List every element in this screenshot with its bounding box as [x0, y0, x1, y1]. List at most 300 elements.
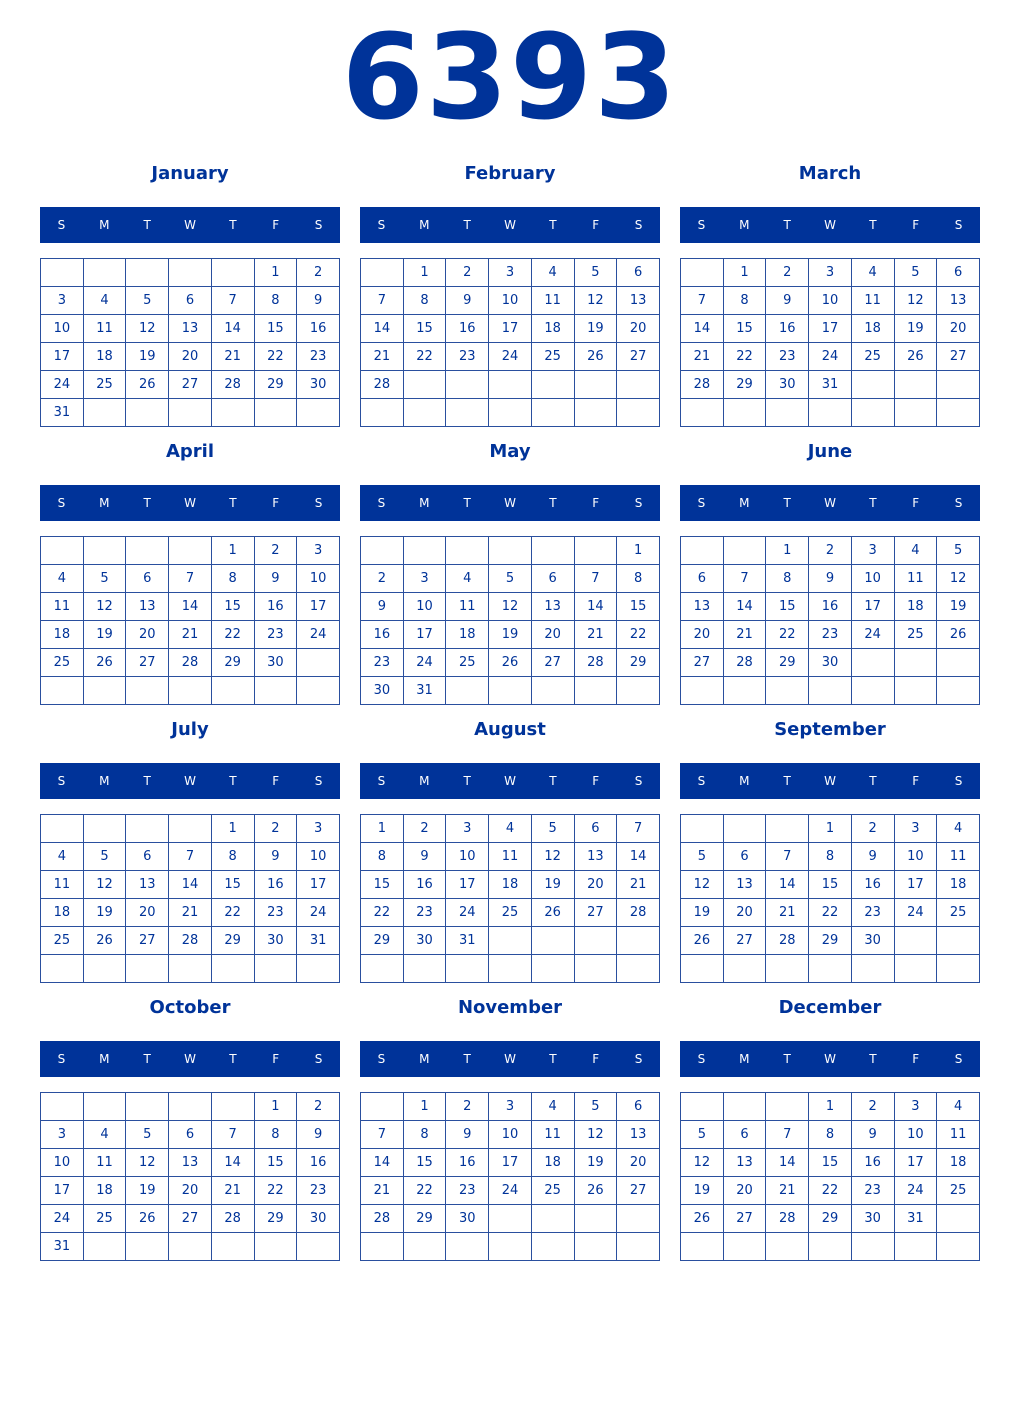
day-grid — [680, 258, 980, 427]
day-cell: 16 — [766, 315, 809, 343]
weekday-label: F — [592, 774, 600, 788]
day-cell: 24 — [297, 621, 340, 649]
day-cell: 9 — [851, 843, 894, 871]
day-cell: 24 — [446, 899, 489, 927]
weekday-label: T — [143, 218, 151, 232]
day-cell: 22 — [403, 1177, 446, 1205]
day-cell: 15 — [403, 315, 446, 343]
weekday-label: S — [954, 1052, 963, 1066]
weekday-label: M — [739, 218, 750, 232]
week-row — [681, 955, 980, 983]
day-cell: 27 — [531, 649, 574, 677]
day-cell — [446, 955, 489, 983]
day-cell: 11 — [937, 1121, 980, 1149]
day-cell: 26 — [937, 621, 980, 649]
day-cell: 13 — [169, 1149, 212, 1177]
day-cell: 17 — [894, 871, 937, 899]
day-cell: 6 — [126, 843, 169, 871]
day-cell — [489, 955, 532, 983]
weekday-label: W — [824, 218, 836, 232]
weekday-header — [40, 485, 340, 521]
day-cell: 15 — [254, 315, 297, 343]
day-cell: 29 — [211, 927, 254, 955]
weekday-header — [680, 485, 980, 521]
week-row — [681, 927, 980, 955]
day-cell — [211, 955, 254, 983]
day-cell: 2 — [254, 815, 297, 843]
day-cell: 17 — [894, 1149, 937, 1177]
day-cell: 28 — [766, 1205, 809, 1233]
weekday-label: F — [272, 218, 280, 232]
weekday-label: T — [229, 496, 237, 510]
day-cell: 12 — [126, 315, 169, 343]
day-cell: 31 — [41, 1233, 84, 1261]
weekday-label: T — [869, 218, 877, 232]
weekday-label: S — [314, 496, 323, 510]
week-row — [361, 843, 660, 871]
weekday-label: S — [954, 774, 963, 788]
weekday-header — [360, 1041, 660, 1077]
day-cell: 2 — [254, 537, 297, 565]
day-cell: 4 — [894, 537, 937, 565]
weekday-label: S — [697, 1052, 706, 1066]
weekday-label: W — [184, 1052, 196, 1066]
day-cell: 29 — [617, 649, 660, 677]
day-cell — [126, 1093, 169, 1121]
day-cell: 25 — [446, 649, 489, 677]
week-row — [41, 399, 340, 427]
day-cell — [489, 1205, 532, 1233]
day-cell: 29 — [766, 649, 809, 677]
day-cell: 24 — [489, 1177, 532, 1205]
week-row — [361, 343, 660, 371]
day-cell — [574, 927, 617, 955]
weekday-label: T — [463, 218, 471, 232]
day-cell: 4 — [937, 1093, 980, 1121]
week-row — [681, 565, 980, 593]
day-cell: 3 — [894, 815, 937, 843]
week-row — [41, 927, 340, 955]
day-cell: 15 — [766, 593, 809, 621]
day-cell — [169, 1233, 212, 1261]
day-cell — [126, 677, 169, 705]
day-cell: 8 — [361, 843, 404, 871]
weekday-label: S — [377, 774, 386, 788]
day-cell — [851, 1233, 894, 1261]
day-cell: 28 — [361, 371, 404, 399]
day-cell: 6 — [617, 1093, 660, 1121]
day-cell: 31 — [297, 927, 340, 955]
weekday-label: F — [272, 496, 280, 510]
day-grid — [680, 1092, 980, 1261]
day-cell: 5 — [531, 815, 574, 843]
week-row — [681, 1177, 980, 1205]
day-cell: 18 — [446, 621, 489, 649]
day-cell: 27 — [169, 1205, 212, 1233]
week-row — [361, 621, 660, 649]
day-cell: 22 — [254, 343, 297, 371]
day-cell — [83, 815, 126, 843]
day-cell — [403, 955, 446, 983]
weekday-label: T — [463, 774, 471, 788]
day-cell: 10 — [489, 287, 532, 315]
day-cell — [894, 649, 937, 677]
day-cell: 25 — [937, 899, 980, 927]
day-cell: 1 — [809, 1093, 852, 1121]
day-cell — [681, 677, 724, 705]
day-cell — [809, 399, 852, 427]
day-cell: 21 — [169, 621, 212, 649]
day-cell: 2 — [297, 259, 340, 287]
day-cell: 5 — [126, 287, 169, 315]
day-cell: 30 — [446, 1205, 489, 1233]
day-cell — [851, 399, 894, 427]
week-row — [681, 343, 980, 371]
day-cell: 5 — [574, 1093, 617, 1121]
day-cell: 28 — [211, 371, 254, 399]
day-cell: 21 — [766, 899, 809, 927]
day-cell: 12 — [681, 1149, 724, 1177]
day-cell: 21 — [681, 343, 724, 371]
day-cell: 20 — [723, 1177, 766, 1205]
weekday-label: F — [592, 218, 600, 232]
weekday-label: S — [377, 496, 386, 510]
day-cell — [617, 955, 660, 983]
day-cell — [574, 371, 617, 399]
day-cell: 24 — [489, 343, 532, 371]
day-cell: 15 — [809, 871, 852, 899]
day-cell: 12 — [489, 593, 532, 621]
day-cell: 26 — [681, 927, 724, 955]
day-cell — [361, 1233, 404, 1261]
day-cell — [894, 955, 937, 983]
day-cell: 10 — [489, 1121, 532, 1149]
day-grid — [40, 258, 340, 427]
week-row — [41, 871, 340, 899]
day-cell — [361, 537, 404, 565]
weekday-label: T — [229, 1052, 237, 1066]
day-cell: 19 — [681, 899, 724, 927]
day-cell: 28 — [361, 1205, 404, 1233]
week-row — [361, 1205, 660, 1233]
day-cell: 9 — [361, 593, 404, 621]
day-cell: 12 — [83, 871, 126, 899]
day-cell — [297, 677, 340, 705]
day-cell: 28 — [169, 649, 212, 677]
day-cell: 16 — [403, 871, 446, 899]
week-row — [361, 1149, 660, 1177]
day-cell: 13 — [617, 1121, 660, 1149]
day-cell: 14 — [361, 1149, 404, 1177]
week-row — [681, 871, 980, 899]
day-cell: 14 — [361, 315, 404, 343]
day-cell: 31 — [41, 399, 84, 427]
day-cell: 22 — [766, 621, 809, 649]
day-cell — [531, 677, 574, 705]
day-cell: 16 — [446, 315, 489, 343]
day-cell — [169, 537, 212, 565]
day-cell: 21 — [723, 621, 766, 649]
weekday-header — [360, 207, 660, 243]
day-cell: 20 — [617, 315, 660, 343]
month-name: June — [807, 441, 853, 462]
week-row — [681, 649, 980, 677]
day-cell — [489, 399, 532, 427]
weekday-label: T — [143, 1052, 151, 1066]
day-cell: 10 — [446, 843, 489, 871]
weekday-label: W — [504, 1052, 516, 1066]
week-row — [681, 287, 980, 315]
weekday-label: M — [419, 218, 430, 232]
day-cell: 6 — [169, 287, 212, 315]
weekday-label: S — [697, 496, 706, 510]
weekday-label: S — [57, 774, 66, 788]
day-cell: 13 — [681, 593, 724, 621]
day-cell — [681, 399, 724, 427]
day-cell: 18 — [41, 899, 84, 927]
day-cell — [489, 371, 532, 399]
week-row — [41, 1233, 340, 1261]
day-grid — [360, 814, 660, 983]
day-cell: 24 — [894, 899, 937, 927]
day-cell: 21 — [211, 1177, 254, 1205]
day-cell: 31 — [403, 677, 446, 705]
day-cell — [617, 1205, 660, 1233]
week-row — [361, 399, 660, 427]
day-cell: 3 — [489, 1093, 532, 1121]
day-cell: 15 — [617, 593, 660, 621]
weekday-label: T — [783, 774, 791, 788]
day-cell: 24 — [809, 343, 852, 371]
day-cell: 17 — [297, 593, 340, 621]
day-cell: 24 — [41, 371, 84, 399]
day-cell: 22 — [211, 899, 254, 927]
day-cell: 25 — [851, 343, 894, 371]
day-cell — [574, 1205, 617, 1233]
day-cell — [574, 399, 617, 427]
day-cell: 17 — [403, 621, 446, 649]
weekday-header — [360, 485, 660, 521]
day-cell: 17 — [446, 871, 489, 899]
day-cell: 6 — [126, 565, 169, 593]
week-row — [361, 899, 660, 927]
day-cell: 30 — [254, 927, 297, 955]
weekday-label: F — [592, 1052, 600, 1066]
day-cell: 17 — [41, 343, 84, 371]
day-cell: 27 — [723, 1205, 766, 1233]
day-cell — [894, 1233, 937, 1261]
day-cell — [83, 1093, 126, 1121]
day-cell — [211, 399, 254, 427]
week-row — [41, 287, 340, 315]
day-cell: 26 — [894, 343, 937, 371]
day-cell — [681, 537, 724, 565]
day-cell: 21 — [361, 1177, 404, 1205]
day-cell: 23 — [361, 649, 404, 677]
week-row — [361, 815, 660, 843]
day-cell — [126, 259, 169, 287]
day-cell — [41, 815, 84, 843]
day-cell: 9 — [809, 565, 852, 593]
day-cell: 28 — [169, 927, 212, 955]
day-cell — [126, 955, 169, 983]
week-row — [681, 677, 980, 705]
day-cell: 19 — [681, 1177, 724, 1205]
day-cell: 29 — [361, 927, 404, 955]
day-cell: 18 — [851, 315, 894, 343]
week-row — [681, 815, 980, 843]
day-cell: 7 — [617, 815, 660, 843]
day-cell — [851, 677, 894, 705]
day-cell: 28 — [574, 649, 617, 677]
day-cell: 1 — [211, 815, 254, 843]
day-cell: 29 — [254, 371, 297, 399]
day-cell: 20 — [531, 621, 574, 649]
day-cell: 25 — [83, 1205, 126, 1233]
day-cell: 23 — [851, 1177, 894, 1205]
day-cell: 27 — [126, 927, 169, 955]
day-cell: 20 — [937, 315, 980, 343]
day-cell: 3 — [297, 815, 340, 843]
day-cell: 20 — [681, 621, 724, 649]
weekday-label: W — [184, 496, 196, 510]
day-cell — [41, 537, 84, 565]
day-cell: 27 — [574, 899, 617, 927]
day-cell: 23 — [851, 899, 894, 927]
day-cell: 23 — [446, 343, 489, 371]
day-cell: 5 — [83, 565, 126, 593]
day-cell — [531, 1205, 574, 1233]
weekday-label: T — [229, 774, 237, 788]
day-cell: 10 — [403, 593, 446, 621]
weekday-label: T — [783, 1052, 791, 1066]
day-cell: 30 — [297, 1205, 340, 1233]
week-row — [361, 1093, 660, 1121]
day-cell: 7 — [169, 843, 212, 871]
day-cell — [766, 815, 809, 843]
day-cell — [83, 677, 126, 705]
month-name: December — [778, 997, 882, 1018]
day-cell: 11 — [41, 871, 84, 899]
day-cell: 12 — [126, 1149, 169, 1177]
day-cell: 10 — [894, 843, 937, 871]
week-row — [361, 649, 660, 677]
day-grid — [680, 536, 980, 705]
day-cell — [681, 1093, 724, 1121]
day-cell — [851, 371, 894, 399]
day-cell: 22 — [809, 899, 852, 927]
day-cell: 15 — [361, 871, 404, 899]
day-cell — [681, 955, 724, 983]
weekday-label: T — [869, 1052, 877, 1066]
weekday-label: T — [143, 496, 151, 510]
week-row — [41, 537, 340, 565]
day-cell: 18 — [531, 1149, 574, 1177]
day-cell: 5 — [681, 843, 724, 871]
day-cell: 28 — [723, 649, 766, 677]
day-cell — [851, 955, 894, 983]
day-cell: 7 — [681, 287, 724, 315]
weekday-label: M — [99, 218, 110, 232]
day-cell: 28 — [766, 927, 809, 955]
day-cell — [937, 1233, 980, 1261]
day-cell: 27 — [617, 343, 660, 371]
weekday-label: T — [869, 774, 877, 788]
day-cell: 28 — [681, 371, 724, 399]
day-cell — [403, 399, 446, 427]
day-cell: 25 — [937, 1177, 980, 1205]
day-cell: 5 — [574, 259, 617, 287]
day-cell: 16 — [254, 593, 297, 621]
day-cell: 7 — [766, 843, 809, 871]
day-cell — [211, 677, 254, 705]
day-cell — [254, 677, 297, 705]
day-cell: 3 — [894, 1093, 937, 1121]
day-cell: 16 — [254, 871, 297, 899]
day-cell: 29 — [723, 371, 766, 399]
day-cell: 2 — [766, 259, 809, 287]
day-cell — [403, 537, 446, 565]
weekday-label: S — [634, 1052, 643, 1066]
day-cell: 2 — [297, 1093, 340, 1121]
day-cell — [617, 927, 660, 955]
day-cell: 20 — [169, 1177, 212, 1205]
day-cell: 13 — [617, 287, 660, 315]
day-cell: 12 — [531, 843, 574, 871]
day-cell — [937, 955, 980, 983]
day-cell: 6 — [723, 1121, 766, 1149]
day-cell — [297, 1233, 340, 1261]
day-cell: 2 — [851, 815, 894, 843]
day-cell: 15 — [809, 1149, 852, 1177]
day-cell: 3 — [297, 537, 340, 565]
day-cell: 4 — [489, 815, 532, 843]
day-cell: 22 — [617, 621, 660, 649]
day-cell: 23 — [766, 343, 809, 371]
day-cell: 2 — [446, 259, 489, 287]
day-cell: 4 — [851, 259, 894, 287]
day-cell: 1 — [723, 259, 766, 287]
day-cell: 31 — [446, 927, 489, 955]
day-cell — [574, 537, 617, 565]
day-cell: 17 — [851, 593, 894, 621]
day-cell — [723, 677, 766, 705]
month-name: September — [774, 719, 886, 740]
weekday-label: W — [824, 774, 836, 788]
day-cell: 30 — [297, 371, 340, 399]
day-cell: 29 — [254, 1205, 297, 1233]
week-row — [41, 593, 340, 621]
day-cell: 15 — [254, 1149, 297, 1177]
day-cell: 6 — [574, 815, 617, 843]
day-cell: 18 — [83, 343, 126, 371]
weekday-label: M — [739, 1052, 750, 1066]
day-cell: 14 — [169, 871, 212, 899]
day-cell: 15 — [211, 871, 254, 899]
weekday-label: T — [463, 496, 471, 510]
day-cell: 29 — [211, 649, 254, 677]
day-cell: 21 — [617, 871, 660, 899]
day-cell — [297, 399, 340, 427]
weekday-label: W — [504, 496, 516, 510]
day-cell: 24 — [403, 649, 446, 677]
day-cell — [446, 399, 489, 427]
day-cell: 26 — [681, 1205, 724, 1233]
day-cell: 2 — [403, 815, 446, 843]
day-cell — [446, 371, 489, 399]
day-cell — [83, 955, 126, 983]
day-grid — [680, 814, 980, 983]
